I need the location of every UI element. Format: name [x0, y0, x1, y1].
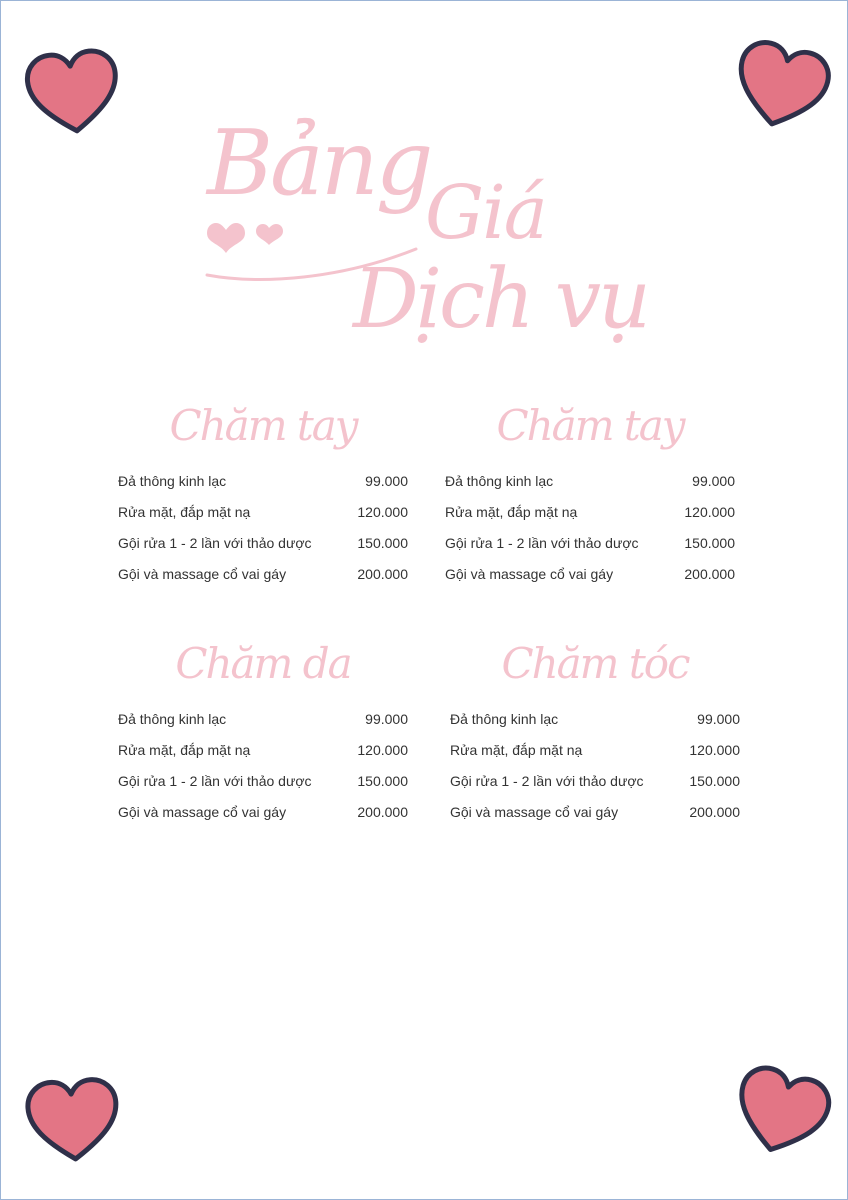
service-name: Gội rửa 1 - 2 lần với thảo dược	[118, 773, 312, 789]
title-line-3: Dịch vụ	[353, 252, 648, 347]
service-name: Đả thông kinh lạc	[450, 711, 559, 727]
service-price: 99.000	[697, 711, 740, 727]
service-name: Gội và massage cổ vai gáy	[450, 804, 619, 820]
heart-icon-top-right	[720, 26, 841, 147]
price-row	[118, 804, 408, 835]
section-heading: Chăm tay	[169, 401, 357, 450]
price-row	[450, 742, 740, 773]
price-row	[118, 473, 408, 504]
price-row	[450, 804, 740, 835]
section-cham-toc	[450, 639, 740, 835]
service-price: 120.000	[689, 742, 740, 758]
service-name: Gội rửa 1 - 2 lần với thảo dược	[118, 535, 312, 551]
price-row	[445, 504, 735, 535]
service-name: Gội rửa 1 - 2 lần với thảo dược	[445, 535, 639, 551]
section-heading: Chăm tay	[496, 401, 684, 450]
price-row	[445, 535, 735, 566]
service-price: 150.000	[357, 535, 408, 551]
service-name: Đả thông kinh lạc	[118, 711, 227, 727]
heart-icon-top-left	[18, 38, 128, 148]
service-price: 200.000	[357, 804, 408, 820]
service-price: 200.000	[689, 804, 740, 820]
price-row	[118, 742, 408, 773]
service-price: 99.000	[692, 473, 735, 489]
section-heading: Chăm tóc	[501, 639, 689, 688]
price-row	[118, 566, 408, 597]
price-row	[445, 473, 735, 504]
service-price: 200.000	[357, 566, 408, 582]
service-name: Gội rửa 1 - 2 lần với thảo dược	[450, 773, 644, 789]
service-name: Rửa mặt, đắp mặt nạ	[450, 742, 583, 758]
service-name: Rửa mặt, đắp mặt nạ	[118, 504, 251, 520]
service-price: 120.000	[357, 504, 408, 520]
service-price: 150.000	[684, 535, 735, 551]
section-heading: Chăm da	[175, 639, 351, 688]
heart-icon-bottom-left	[20, 1068, 127, 1175]
heart-icon-bottom-right	[719, 1051, 843, 1175]
price-row	[118, 504, 408, 535]
section-cham-tay-2	[445, 401, 735, 597]
service-price: 99.000	[365, 711, 408, 727]
section-cham-tay-1	[118, 401, 408, 597]
service-name: Rửa mặt, đắp mặt nạ	[118, 742, 251, 758]
service-price: 120.000	[357, 742, 408, 758]
service-name: Đả thông kinh lạc	[118, 473, 227, 489]
section-cham-da	[118, 639, 408, 835]
price-row	[445, 566, 735, 597]
service-price: 150.000	[357, 773, 408, 789]
price-row	[118, 535, 408, 566]
service-name: Gội và massage cổ vai gáy	[118, 566, 287, 582]
title-line-2: Giá	[425, 170, 546, 256]
service-name: Gội và massage cổ vai gáy	[445, 566, 614, 582]
service-name: Gội và massage cổ vai gáy	[118, 804, 287, 820]
price-row	[450, 773, 740, 804]
price-row	[118, 773, 408, 804]
service-price: 120.000	[684, 504, 735, 520]
service-name: Đả thông kinh lạc	[445, 473, 554, 489]
service-price: 99.000	[365, 473, 408, 489]
service-price: 200.000	[684, 566, 735, 582]
title-line-1: Bảng	[207, 111, 431, 216]
service-price: 150.000	[689, 773, 740, 789]
service-name: Rửa mặt, đắp mặt nạ	[445, 504, 578, 520]
price-row	[450, 711, 740, 742]
price-row	[118, 711, 408, 742]
